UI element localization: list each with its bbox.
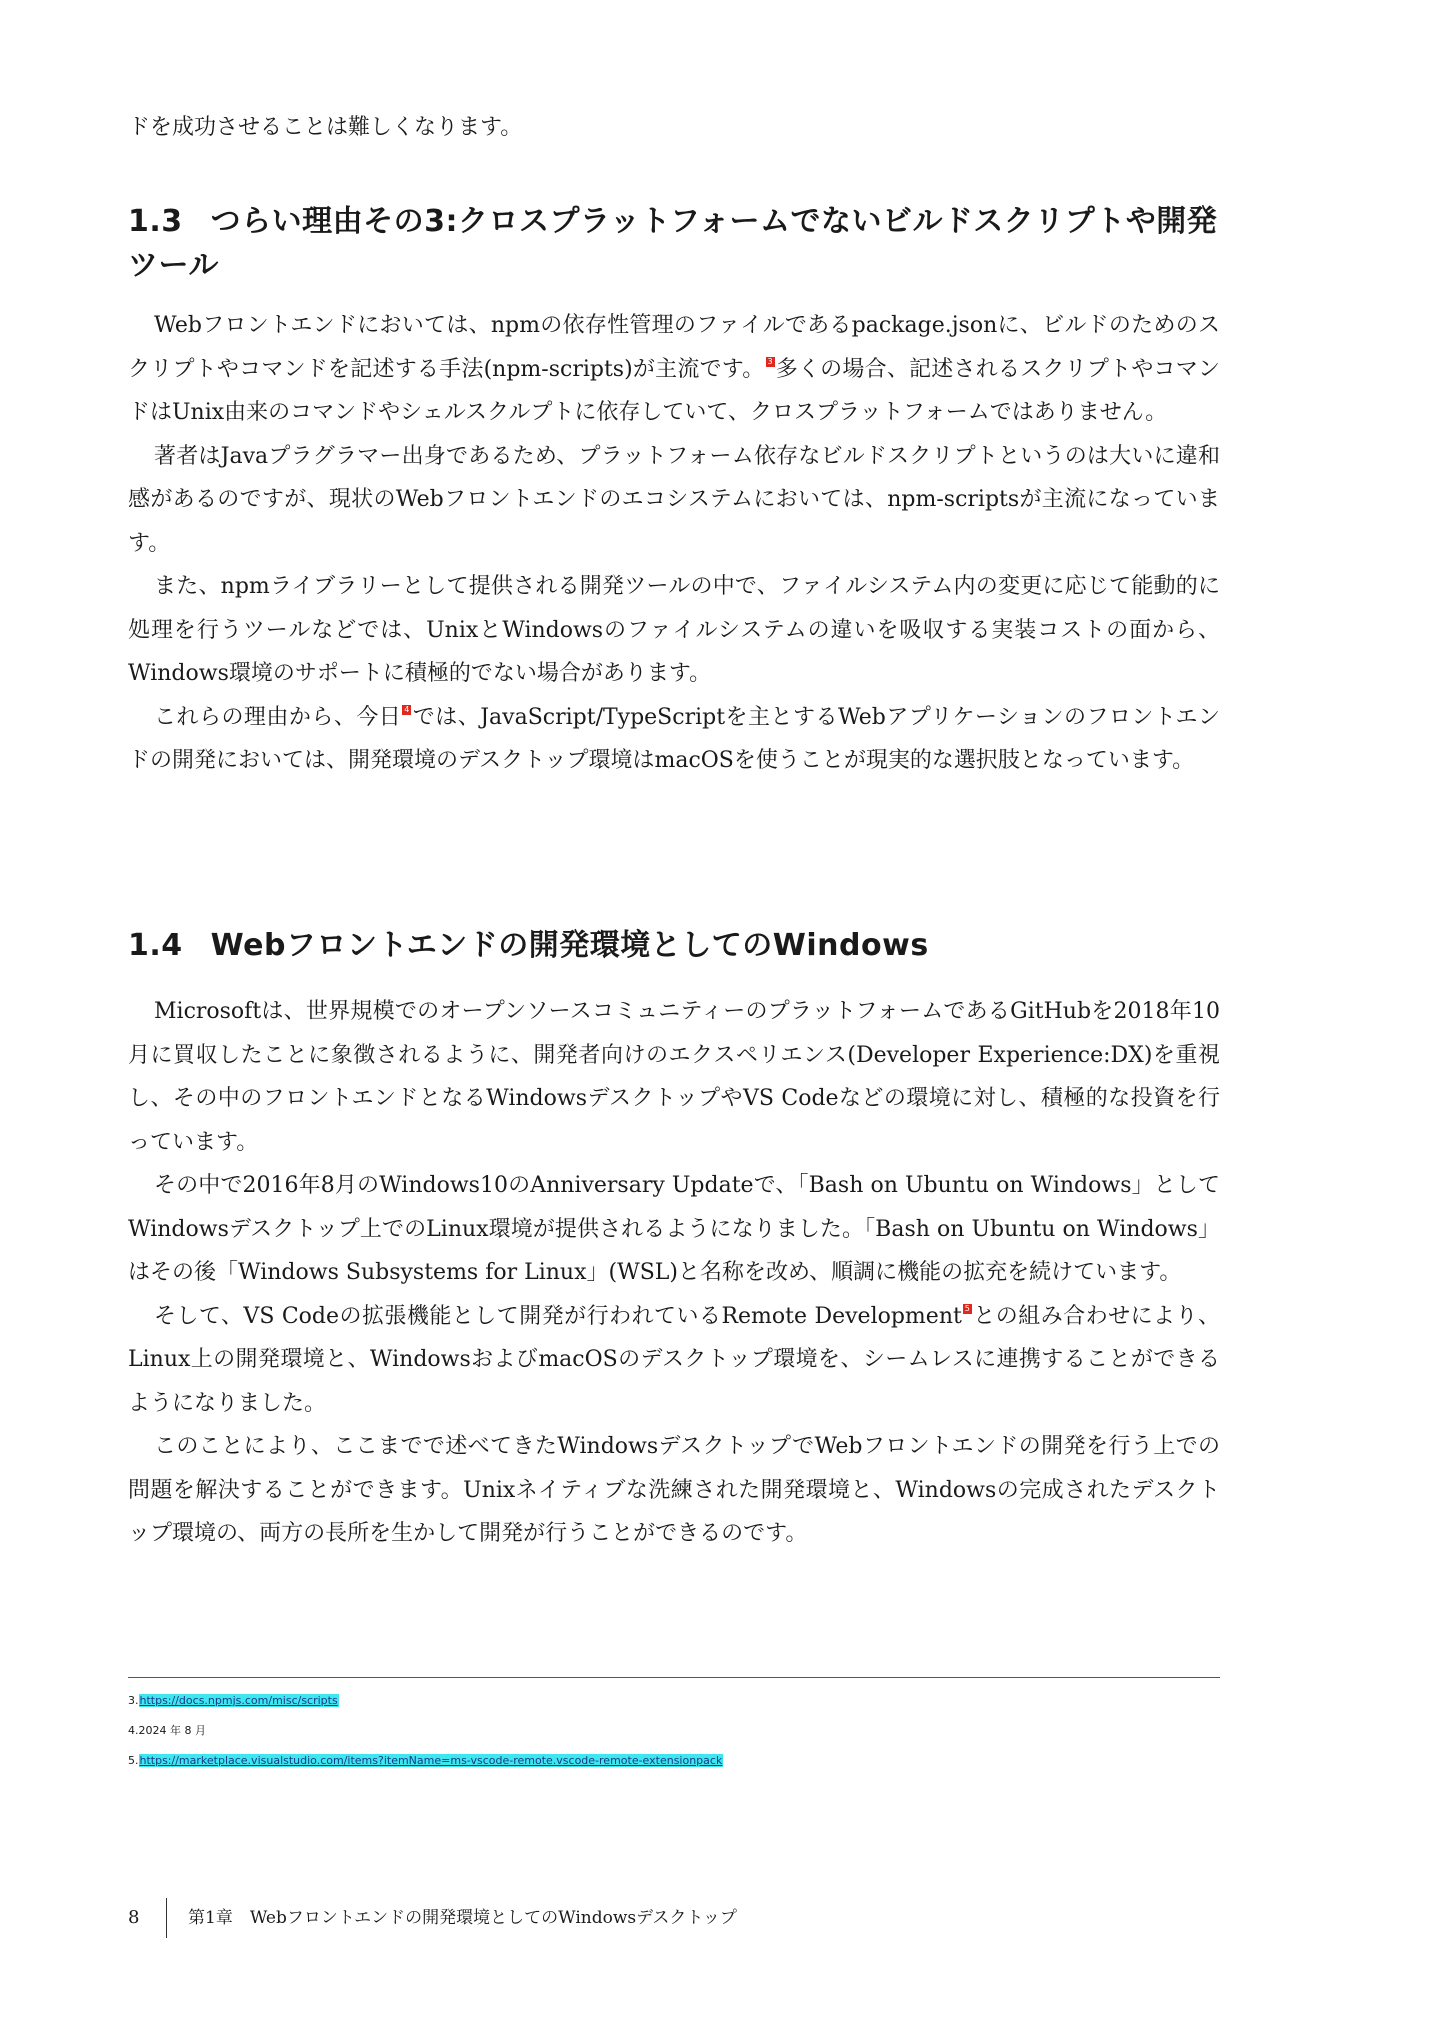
footer-divider xyxy=(166,1898,167,1938)
footnote-link[interactable]: https://docs.npmjs.com/misc/scripts xyxy=(139,1694,338,1707)
footnote-5 xyxy=(128,1750,1220,1780)
paragraph: このことにより、ここまでで述べてきたWindowsデスクトップでWebフロントエンドの開発を行う上での問題を解決することができます。Unixネイティブな洗練された開発環境と、Windowsの完成されたデスクトップ環境の、両方の長所を生かして開発が行うことができるのです。 xyxy=(128,1434,1220,1546)
paragraph xyxy=(128,304,1220,435)
paragraph-text: 多くの場合、記述されるスクリプトやコマンドはUnix由来のコマンドやシェルスクルプトに依存していて、クロスプラットフォームではありません。 xyxy=(128,356,1220,425)
section-heading-1-3 xyxy=(128,200,1220,288)
paragraph: Microsoftは、世界規模でのオープンソースコミュニティーのプラットフォームであるGitHubを2018年10月に買収したことに象徴されるように、開発者向けのエクスペリエンス(Developer Experience:DX)を重視し、その中のフロントエンドとなるWindowsデスクトップやVS Codeなどの環境に対し、積極的な投資を行っています。 xyxy=(128,999,1220,1155)
paragraph: その中で2016年8月のWindows10のAnniversary Updateで、「Bash on Ubuntu on Windows」としてWindowsデスクトップ上でのLinux環境が提供されるようになりました。「Bash on Ubuntu on Windows」はその後「Windows Subsystems for Linux」(WSL)と名称を改め、順調に機能の拡充を続けています。 xyxy=(128,1173,1220,1285)
section-title: つらい理由その3:クロスプラットフォームでないビルドスクリプトや開発ツール xyxy=(128,204,1218,283)
page-number: 8 xyxy=(128,1907,140,1928)
running-chapter-title: 第1章 Webフロントエンドの開発環境としてのWindowsデスクトップ xyxy=(188,1908,737,1928)
paragraph-text: Webフロントエンドにおいては、npmの依存性管理のファイルであるpackage.jsonに、ビルドのためのスクリプトやコマンドを記述する手法(npm-scripts)が主流です。 xyxy=(128,313,1220,382)
paragraph-text: との組み合わせにより、Linux上の開発環境と、WindowsおよびmacOSのデスクトップ環境を、シームレスに連携することができるようになりました。 xyxy=(128,1303,1220,1416)
section-number: 1.3 xyxy=(128,204,183,239)
footnote-3 xyxy=(128,1690,1220,1720)
footnote-marker[interactable]: 3 xyxy=(767,356,773,366)
footnote-marker[interactable]: 5 xyxy=(964,1303,970,1313)
footnote-divider xyxy=(128,1677,1220,1678)
footnote-number: 4. xyxy=(128,1724,139,1737)
paragraph-text: これらの理由から、今日 xyxy=(154,704,402,730)
paragraph: 著者はJavaプラグラマー出身であるため、プラットフォーム依存なビルドスクリプトというのは大いに違和感があるのですが、現状のWebフロントエンドのエコシステムにおいては、npm-scriptsが主流になっています。 xyxy=(128,443,1220,556)
footnote-marker[interactable]: 4 xyxy=(404,704,410,714)
paragraph xyxy=(128,1295,1220,1426)
footnote-number: 5. xyxy=(128,1754,139,1767)
section-heading-1-4 xyxy=(128,924,1220,968)
footnote-text: 2024 年 8 月 xyxy=(138,1724,206,1737)
section-number: 1.4 xyxy=(128,928,183,963)
paragraph-text: そして、VS Codeの拡張機能として開発が行われているRemote Development xyxy=(154,1303,962,1329)
section-1-3 xyxy=(128,200,1220,783)
continued-text: ドを成功させることは難しくなります。 xyxy=(128,115,523,140)
paragraph-text: では、JavaScript/TypeScriptを主とするWebアプリケーションのフロントエンドの開発においては、開発環境のデスクトップ環境はmacOSを使うことが現実的な選択肢となっています。 xyxy=(128,704,1220,773)
footnote-4 xyxy=(128,1720,1220,1750)
footnotes xyxy=(128,1690,1220,1780)
section-title: Webフロントエンドの開発環境としてのWindows xyxy=(210,928,929,963)
paragraph xyxy=(128,696,1220,783)
paragraph: また、npmライブラリーとして提供される開発ツールの中で、ファイルシステム内の変更に応じて能動的に処理を行うツールなどでは、UnixとWindowsのファイルシステムの違いを吸収する実装コストの面から、Windows環境のサポートに積極的でない場合があります。 xyxy=(128,574,1220,686)
section-1-4 xyxy=(128,924,1220,1556)
footnote-link[interactable]: https://marketplace.visualstudio.com/items?itemName=ms-vscode-remote.vscode-remote-extensionpack xyxy=(139,1754,723,1767)
footnote-number: 3. xyxy=(128,1694,139,1707)
